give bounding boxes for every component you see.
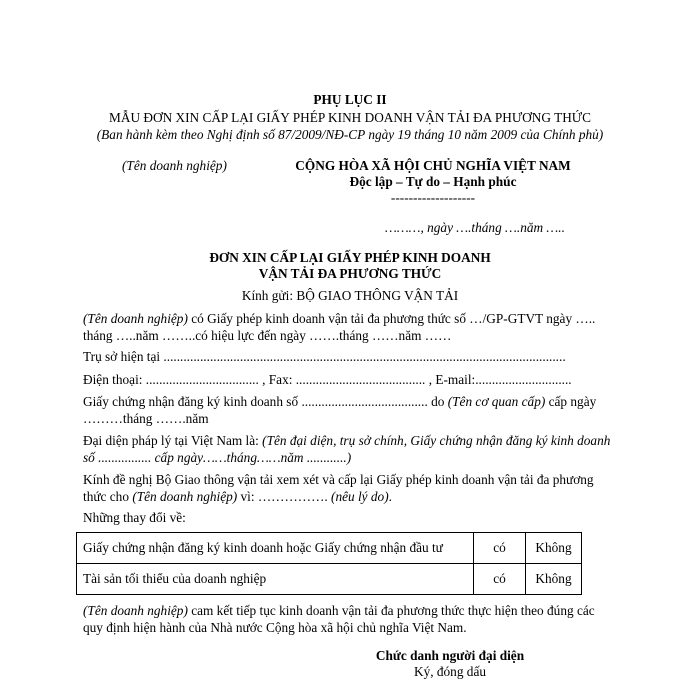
request-text-2: vì: ……………. bbox=[237, 489, 332, 504]
issuing-agency-placeholder: (Tên cơ quan cấp) bbox=[447, 394, 546, 409]
change-yes-cell: có bbox=[474, 564, 526, 595]
table-row bbox=[77, 564, 582, 595]
commit-company-placeholder: (Tên doanh nghiệp) bbox=[83, 603, 188, 618]
issued-by-note: (Ban hành kèm theo Nghị định số 87/2009/NĐ-CP ngày 19 tháng 10 năm 2009 của Chính phủ) bbox=[96, 127, 604, 142]
change-item-cell: Giấy chứng nhận đăng ký kinh doanh hoặc Giấy chứng nhận đầu tư bbox=[77, 533, 474, 564]
license-info-paragraph bbox=[83, 310, 613, 344]
table-row bbox=[77, 533, 582, 564]
request-text: Kính đề nghị Bộ Giao thông vận tải xem xét và cấp lại Giấy phép kinh doanh vận tải đa phương thức cho bbox=[83, 472, 594, 504]
legal-representative-paragraph bbox=[83, 432, 613, 466]
change-no-cell: Không bbox=[526, 564, 582, 595]
company-name-placeholder: (Tên doanh nghiệp) bbox=[122, 158, 227, 173]
date-line: ………, ngày ….tháng ….năm ….. bbox=[385, 220, 565, 235]
commitment-paragraph bbox=[83, 602, 613, 636]
representative-text: Đại diện pháp lý tại Việt Nam là: bbox=[83, 433, 263, 448]
signature-title: Chức danh người đại diện bbox=[375, 648, 525, 663]
request-end: . bbox=[388, 489, 392, 504]
change-item-cell: Tài sản tối thiểu của doanh nghiệp bbox=[77, 564, 474, 595]
request-company-placeholder: (Tên doanh nghiệp) bbox=[132, 489, 238, 504]
appendix-title: PHỤ LỤC II bbox=[313, 92, 387, 107]
business-cert-text: Giấy chứng nhận đăng ký kinh doanh số ...................................... do bbox=[83, 394, 448, 409]
recipient-line: Kính gửi: BỘ GIAO THÔNG VẬN TẢI bbox=[241, 288, 459, 303]
application-title-line1: ĐƠN XIN CẤP LẠI GIẤY PHÉP KINH DOANH bbox=[209, 250, 491, 265]
change-yes-cell: có bbox=[474, 533, 526, 564]
form-name: MẪU ĐƠN XIN CẤP LẠI GIẤY PHÉP KINH DOANH VẬN TẢI ĐA PHƯƠNG THỨC bbox=[109, 110, 591, 125]
signature-note: Ký, đóng dấu bbox=[413, 664, 487, 679]
business-cert-paragraph bbox=[83, 393, 613, 427]
request-paragraph bbox=[83, 471, 613, 505]
changes-table bbox=[76, 532, 582, 595]
company-placeholder: (Tên doanh nghiệp) bbox=[83, 311, 188, 326]
national-motto: Độc lập – Tự do – Hạnh phúc bbox=[349, 174, 517, 189]
header-separator: ------------------- bbox=[390, 190, 476, 205]
license-info-text: có Giấy phép kinh doanh vận tải đa phương thức số …/GP-GTVT ngày ….. tháng …..năm ……..có hiệu lực đến ngày …….tháng ……năm …… bbox=[83, 311, 596, 343]
application-title-line2: VẬN TẢI ĐA PHƯƠNG THỨC bbox=[258, 266, 442, 281]
change-no-cell: Không bbox=[526, 533, 582, 564]
office-address-line: Trụ sở hiện tại ......................................................................................................................... bbox=[83, 349, 566, 364]
commitment-text: cam kết tiếp tục kinh doanh vận tải đa phương thức thực hiện theo đúng các quy định hiện hành của Nhà nước Cộng hòa xã hội chủ nghĩa Việt Nam. bbox=[83, 603, 595, 635]
reason-placeholder: (nêu lý do) bbox=[331, 489, 389, 504]
changes-label: Những thay đổi về: bbox=[83, 510, 186, 525]
business-cert-text-2: cấp ngày ………tháng …….năm bbox=[83, 394, 597, 426]
nation-title: CỘNG HÒA XÃ HỘI CHỦ NGHĨA VIỆT NAM bbox=[295, 158, 571, 173]
contact-line: Điện thoại: .................................. , Fax: ....................................... , E-mail:............................. bbox=[83, 372, 572, 387]
representative-placeholder: (Tên đại diện, trụ sở chính, Giấy chứng nhận đăng ký kinh doanh số ................ cấp ngày……tháng……năm ............) bbox=[83, 433, 611, 465]
